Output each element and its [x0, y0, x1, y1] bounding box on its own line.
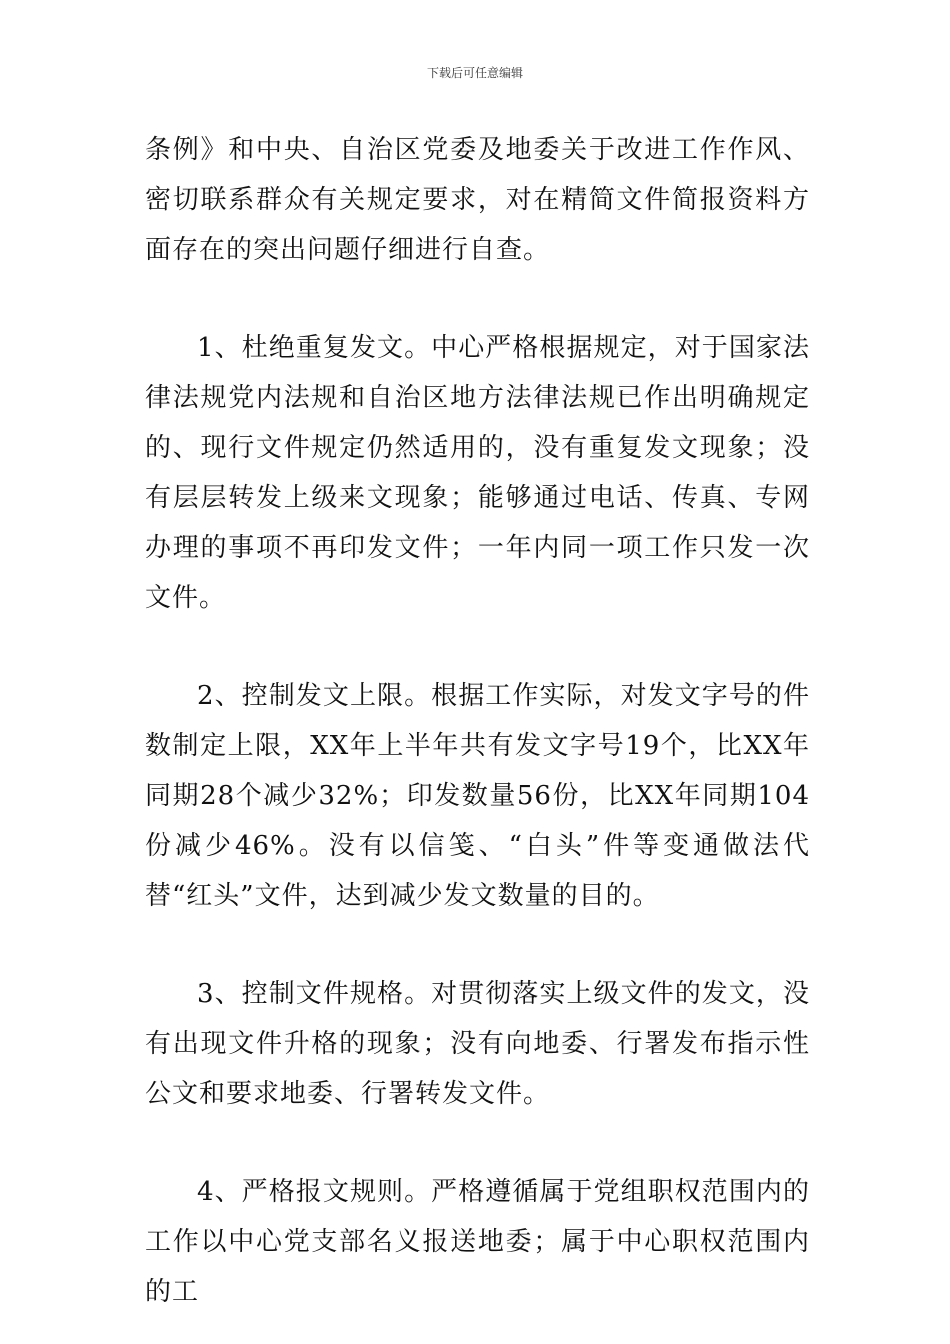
paragraph-item-4: 4、严格报文规则。严格遵循属于党组职权范围内的工作以中心党支部名义报送地委；属于中心职权范围内的工 [145, 1177, 810, 1307]
paragraph-item-3: 3、控制文件规格。对贯彻落实上级文件的发文，没有出现文件升格的现象；没有向地委、行署发布指示性公文和要求地委、行署转发文件。 [145, 979, 810, 1109]
document-body [145, 125, 810, 1317]
header-note: 下载后可任意编辑 [426, 66, 523, 80]
paragraph-continuation: 条例》和中央、自治区党委及地委关于改进工作作风、密切联系群众有关规定要求，对在精简文件简报资料方面存在的突出问题仔细进行自查。 [145, 135, 810, 265]
paragraph-item-2: 2、控制发文上限。根据工作实际，对发文字号的件数制定上限，XX年上半年共有发文字号19个，比XX年同期28个减少32%；印发数量56份，比XX年同期104份减少46%。没有以信笺、“白头”件等变通做法代替“红头”文件，达到减少发文数量的目的。 [145, 681, 810, 911]
paragraph-item-1: 1、杜绝重复发文。中心严格根据规定，对于国家法律法规党内法规和自治区地方法律法规已作出明确规定的、现行文件规定仍然适用的，没有重复发文现象；没有层层转发上级来文现象；能够通过电话、传真、专网办理的事项不再印发文件；一年内同一项工作只发一次文件。 [145, 333, 810, 613]
